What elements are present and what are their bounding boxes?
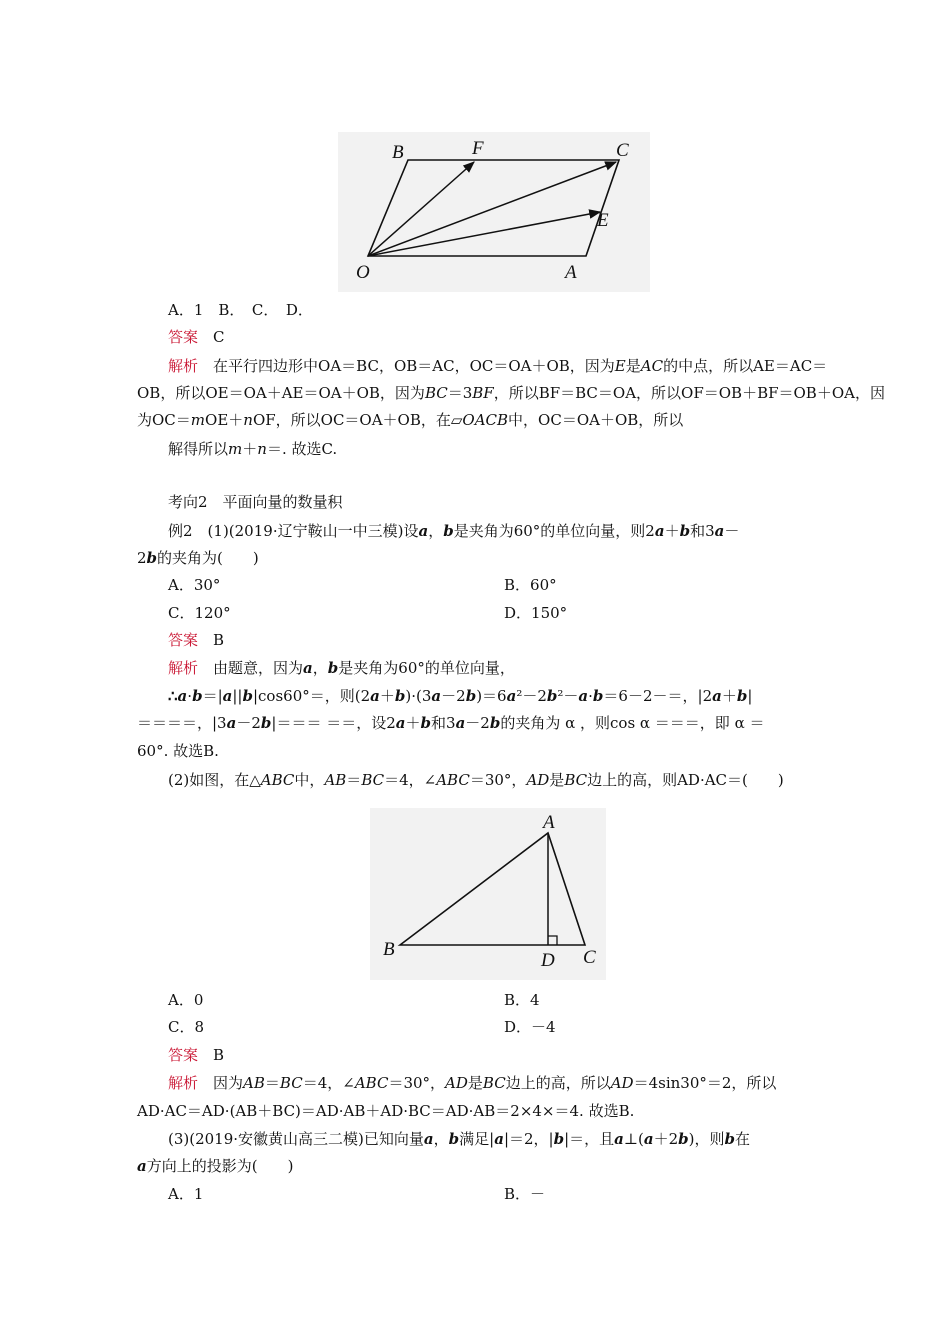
text: 和3 [690, 522, 715, 540]
text: a [494, 1130, 504, 1148]
label-B: B [392, 142, 404, 163]
text: b [489, 714, 501, 732]
text: ABC [354, 1074, 389, 1092]
text: ⊥( [623, 1130, 644, 1148]
ex2-option-A: A．30° [168, 576, 221, 594]
text: b [553, 1130, 565, 1148]
text: |＝2，| [503, 1130, 554, 1148]
text: 的中点，所以AE＝AC＝ [663, 357, 828, 375]
text: |＝，且 [564, 1130, 615, 1148]
text: n [243, 411, 253, 429]
text: a [137, 1157, 147, 1175]
text: 是夹角为60°的单位向量，则2 [453, 522, 655, 540]
text: b [420, 714, 432, 732]
ex2-option-B: B．60° [504, 576, 557, 594]
text: n [257, 440, 267, 458]
ex2-answer-line [168, 630, 224, 650]
text: ＝ [264, 1074, 280, 1092]
q0-analysis-line-1 [168, 356, 827, 376]
text: a [395, 714, 406, 732]
text: BF [472, 384, 494, 402]
text: m [190, 411, 206, 429]
text: a [643, 1130, 654, 1148]
answer-label: 答案 [168, 631, 199, 649]
text: 因为 [213, 1074, 244, 1092]
label-F: F [472, 138, 484, 159]
analysis-label: 解析 [168, 357, 199, 375]
text: ＝3 [447, 384, 473, 402]
text: 中， [294, 771, 325, 789]
text: a [222, 687, 233, 705]
text: 是 [467, 1074, 483, 1092]
text: a [177, 687, 188, 705]
text: |＝＝＝ ＝＝，设2 [271, 714, 396, 732]
text: 和3 [431, 714, 456, 732]
ex2-part2-question [168, 770, 784, 790]
text: －2 [236, 714, 261, 732]
text: b [592, 687, 604, 705]
text: b [443, 522, 454, 540]
text: 边上的高，所以 [505, 1074, 611, 1092]
text: ＋ [405, 714, 421, 732]
text: 2 [137, 549, 147, 567]
text: b [260, 714, 272, 732]
text: BC [564, 771, 588, 789]
text: ABC [436, 771, 470, 789]
text: 是夹角为60°的单位向量， [338, 659, 515, 677]
text: b [465, 687, 477, 705]
text: a [303, 659, 313, 677]
text: a [431, 687, 442, 705]
q3-option-A: A．1 [168, 1185, 204, 1203]
text: ＋ [721, 687, 737, 705]
text: )，则 [688, 1130, 725, 1148]
text: ＝6－2－＝，|2 [603, 687, 713, 705]
ex2-analysis-line-1 [168, 658, 515, 678]
text: a [712, 687, 722, 705]
text: 为OC＝ [137, 411, 191, 429]
text: BC [279, 1074, 303, 1092]
text: a [614, 1130, 624, 1148]
text: b [724, 1130, 736, 1148]
triangle-figure [370, 808, 606, 980]
text: b [736, 687, 748, 705]
answer-value: B [213, 1046, 225, 1064]
text: BC [482, 1074, 506, 1092]
text: b [448, 1130, 460, 1148]
label-C: C [583, 947, 596, 968]
text: 是 [549, 771, 565, 789]
text: 例2 (1)(2019·辽宁鞍山一中三模)设 [168, 522, 419, 540]
q2-option-B: B．4 [504, 991, 540, 1009]
q0-options: A．1 B． C． D． [168, 301, 313, 319]
text: ＝4，∠ [384, 771, 437, 789]
text: ＋ [242, 440, 258, 458]
text: 边上的高，则AD·AC＝( ) [587, 771, 784, 789]
text: ²－ [557, 687, 579, 705]
text: BC [424, 384, 448, 402]
text: ²－2 [516, 687, 547, 705]
text: －2 [465, 714, 490, 732]
text: a [423, 1130, 434, 1148]
q3-question-line-1 [168, 1129, 750, 1149]
text: a [455, 714, 466, 732]
text: OB，所以OE＝OA＋AE＝OA＋OB，因为 [137, 384, 425, 402]
text: a [418, 522, 429, 540]
text: · [187, 687, 193, 705]
q0-analysis-line-3 [137, 410, 683, 430]
text: a [714, 522, 725, 540]
text: ，所以BF＝BC＝OA，所以OF＝OB＋BF＝OB＋OA，因 [493, 384, 885, 402]
text: (2)如图，在△ [168, 771, 261, 789]
text: b [678, 1130, 689, 1148]
text: 的夹角为 α ，则cos α ＝＝＝，即 α ＝ [500, 714, 765, 732]
text: 方向上的投影为( ) [146, 1157, 294, 1175]
text: ＝30°， [469, 771, 527, 789]
text: )＝6 [476, 687, 507, 705]
q3-question-line-2 [137, 1156, 293, 1176]
text: ， [312, 659, 328, 677]
answer-label: 答案 [168, 328, 199, 346]
text: 满足| [459, 1130, 495, 1148]
text: 的夹角为( ) [157, 549, 259, 567]
text: ＝| [202, 687, 223, 705]
q0-analysis-line-2 [137, 383, 885, 403]
text: )·(3 [405, 687, 432, 705]
ex2-question-line-2 [137, 548, 259, 568]
text: b [242, 687, 253, 705]
text: a [506, 687, 517, 705]
q2-option-A: A．0 [168, 991, 204, 1009]
ex2-analysis-line-2 [168, 686, 752, 706]
text: － [724, 522, 740, 540]
text: |cos60°＝，则(2 [252, 687, 371, 705]
text: AB [243, 1074, 265, 1092]
text: ＝ [346, 771, 362, 789]
text: | [747, 687, 753, 705]
text: 解得所以 [168, 440, 229, 458]
text: ∴ [168, 687, 178, 705]
text: a [578, 687, 589, 705]
q2-answer-line [168, 1045, 224, 1065]
text: b [679, 522, 691, 540]
q0-answer-line [168, 327, 225, 347]
text: 是 [625, 357, 641, 375]
text: 中，OC＝OA＋OB，所以 [508, 411, 684, 429]
ex2-analysis-line-3 [137, 713, 764, 733]
q2-analysis-line-2: AD·AC＝AD·(AB＋BC)＝AD·AB＋AD·BC＝AD·AB＝2×4×＝4. 故选B. [137, 1102, 635, 1120]
text: b [192, 687, 203, 705]
answer-value: C [213, 328, 225, 346]
text: OE＋ [205, 411, 244, 429]
text: OACB [462, 411, 509, 429]
text: · [588, 687, 593, 705]
text: ， [428, 522, 444, 540]
text: b [394, 687, 406, 705]
text: (3)(2019·安徽黄山高三二模)已知向量 [168, 1130, 424, 1148]
q2-option-D: D．－4 [504, 1018, 556, 1036]
text: ＋ [664, 522, 680, 540]
ex2-option-D: D．150° [504, 604, 568, 622]
answer-value: B [213, 631, 225, 649]
text: || [232, 687, 243, 705]
text: 由题意，因为 [213, 659, 304, 677]
text: 在 [735, 1130, 751, 1148]
text: AD [610, 1074, 634, 1092]
text: AB [324, 771, 347, 789]
text: ＋ [379, 687, 395, 705]
text: a [370, 687, 380, 705]
text: a [226, 714, 237, 732]
text: BC [361, 771, 385, 789]
text: ＝4sin30°＝2，所以 [633, 1074, 777, 1092]
label-A: A [565, 262, 577, 283]
text: OF，所以OC＝OA＋OB，在▱ [252, 411, 463, 429]
text: 在平行四边形中OA＝BC，OB＝AC，OC＝OA＋OB，因为 [213, 357, 615, 375]
text: E [614, 357, 626, 375]
parallelogram-figure [338, 132, 650, 292]
text: ＋2 [653, 1130, 679, 1148]
text: ＝. 故选C. [266, 440, 338, 458]
q0-analysis-line-4 [168, 439, 337, 459]
label-C: C [616, 140, 629, 161]
ex2-option-C: C．120° [168, 604, 231, 622]
q2-analysis-line-1 [168, 1073, 776, 1093]
text: b [546, 687, 558, 705]
ex2-analysis-line-4: 60°. 故选B. [137, 742, 219, 760]
label-O: O [356, 262, 370, 283]
text: m [228, 440, 243, 458]
text: ＝＝＝＝，|3 [137, 714, 227, 732]
ex2-question-line-1 [168, 521, 739, 541]
text: ＝4，∠ [302, 1074, 355, 1092]
text: ， [433, 1130, 449, 1148]
q2-option-C: C．8 [168, 1018, 205, 1036]
analysis-label: 解析 [168, 1074, 199, 1092]
q3-option-B: B．－ [504, 1185, 546, 1203]
text: b [327, 659, 339, 677]
text: －2 [441, 687, 466, 705]
section-heading: 考向2 平面向量的数量积 [168, 493, 343, 511]
label-A: A [543, 812, 555, 833]
text: AC [640, 357, 664, 375]
text: ＝30°， [388, 1074, 446, 1092]
text: AD [445, 1074, 468, 1092]
analysis-label: 解析 [168, 659, 199, 677]
label-D: D [541, 950, 555, 971]
text: AD [526, 771, 550, 789]
text: ABC [260, 771, 295, 789]
label-E: E [597, 210, 609, 231]
label-B: B [383, 939, 395, 960]
text: a [654, 522, 665, 540]
answer-label: 答案 [168, 1046, 199, 1064]
text: b [146, 549, 158, 567]
